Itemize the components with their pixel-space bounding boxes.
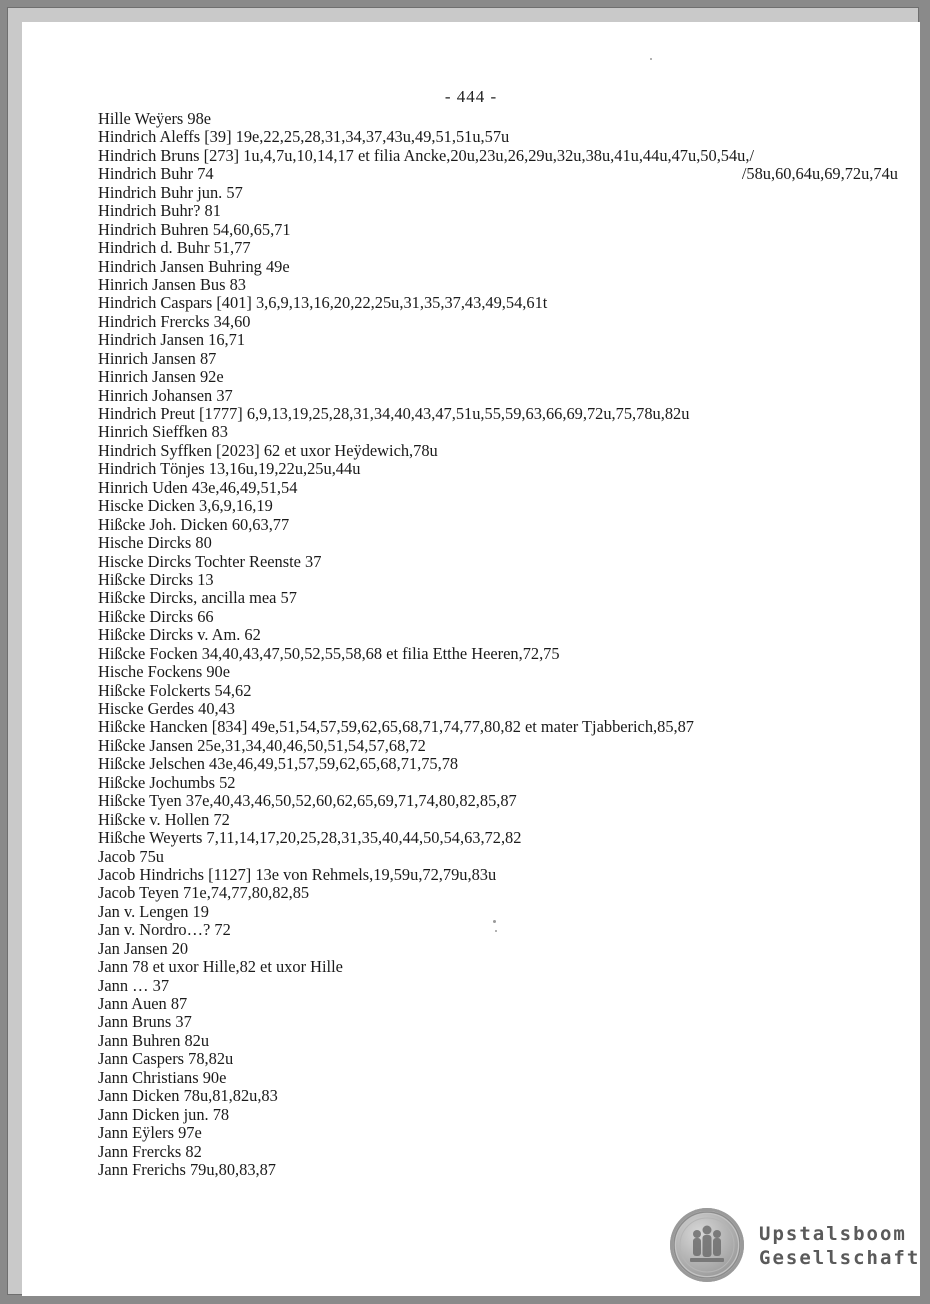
index-entry: Jann Christians 90e bbox=[98, 1067, 227, 1087]
index-entry: Jacob Hindrichs [1127] 13e von Rehmels,19,59u,72,79u,83u bbox=[98, 864, 497, 884]
index-entry: Hindrich Aleffs [39] 19e,22,25,28,31,34,37,43u,49,51,51u,57u bbox=[98, 127, 510, 147]
index-entry: Hindrich Syffken [2023] 62 et uxor Heÿdewich,78u bbox=[98, 440, 438, 460]
brand-line-2: Gesellschaft bbox=[759, 1247, 921, 1269]
index-entry: Hißcke Focken 34,40,43,47,50,52,55,58,68 et filia Etthe Heeren,72,75 bbox=[98, 643, 560, 663]
index-entry: Jann Buhren 82u bbox=[98, 1030, 210, 1050]
index-entry: Hißcke Jochumbs 52 bbox=[98, 772, 236, 792]
index-entry: Hindrich Frercks 34,60 bbox=[98, 311, 251, 331]
index-entry: Hinrich Jansen 92e bbox=[98, 367, 224, 387]
index-entry: Hindrich Jansen Buhring 49e bbox=[98, 256, 290, 276]
index-entry: Hißcke Joh. Dicken 60,63,77 bbox=[98, 514, 290, 534]
index-entry bbox=[98, 165, 898, 183]
index-entry: Jann … 37 bbox=[98, 975, 170, 995]
index-entry: Hische Dircks 80 bbox=[98, 533, 212, 553]
index-entry: Hinrich Johansen 37 bbox=[98, 385, 233, 405]
index-entry: Hille Weÿers 98e bbox=[98, 109, 212, 128]
index-entry: Hinrich Jansen Bus 83 bbox=[98, 274, 246, 294]
index-entry: Jann Eÿlers 97e bbox=[98, 1123, 202, 1143]
index-entry: Jann Bruns 37 bbox=[98, 1012, 192, 1032]
paper-speck bbox=[493, 920, 496, 923]
index-entry: Hindrich Tönjes 13,16u,19,22u,25u,44u bbox=[98, 459, 361, 479]
society-logo-text bbox=[759, 1222, 920, 1270]
index-entry: Hinrich Sieffken 83 bbox=[98, 422, 228, 442]
index-entry: Hißcke Tyen 37e,40,43,46,50,52,60,62,65,69,71,74,80,82,85,87 bbox=[98, 791, 517, 811]
index-entry-list bbox=[98, 110, 898, 1179]
index-entry: Hindrich Buhren 54,60,65,71 bbox=[98, 219, 291, 239]
index-entry: Hindrich Buhr jun. 57 bbox=[98, 182, 243, 202]
index-entry: Jan v. Lengen 19 bbox=[98, 901, 209, 921]
index-entry: Hindrich Jansen 16,71 bbox=[98, 330, 246, 350]
index-entry: Hindrich Preut [1777] 6,9,13,19,25,28,31,34,40,43,47,51u,55,59,63,66,69,72u,75,78u,82u bbox=[98, 404, 690, 423]
paper-speck bbox=[650, 58, 652, 60]
index-entry-continuation: /58u,60,64u,69,72u,74u bbox=[741, 164, 898, 184]
index-entry: Hiscke Dicken 3,6,9,16,19 bbox=[98, 496, 273, 516]
index-entry: Jann Frerichs 79u,80,83,87 bbox=[98, 1159, 276, 1179]
index-entry: Hißcke Dircks v. Am. 62 bbox=[98, 625, 261, 645]
index-entry: Hinrich Jansen 87 bbox=[98, 348, 217, 368]
index-entry: Jacob 75u bbox=[98, 846, 165, 866]
index-entry: Hißcke Dircks 66 bbox=[98, 606, 214, 626]
index-entry: Hische Fockens 90e bbox=[98, 662, 231, 682]
index-entry: Jann Dicken 78u,81,82u,83 bbox=[98, 1086, 278, 1106]
index-entry: Jan v. Nordro…? 72 bbox=[98, 920, 231, 940]
index-entry: Hißcke Jelschen 43e,46,49,51,57,59,62,65,68,71,75,78 bbox=[98, 754, 459, 774]
index-entry: Jann Frercks 82 bbox=[98, 1141, 202, 1161]
page-frame bbox=[8, 8, 921, 1294]
paper-speck bbox=[495, 930, 497, 932]
index-entry: Hindrich d. Buhr 51,77 bbox=[98, 238, 251, 258]
index-entry: Hißcke Dircks 13 bbox=[98, 569, 214, 589]
index-entry: Hindrich Bruns [273] 1u,4,7u,10,14,17 et filia Ancke,20u,23u,26,29u,32u,38u,41u,44u,47u,50,54u,/ bbox=[98, 145, 755, 165]
index-entry: Hißche Weyerts 7,11,14,17,20,25,28,31,35,40,44,50,54,63,72,82 bbox=[98, 828, 522, 848]
index-entry: Jan Jansen 20 bbox=[98, 938, 189, 958]
index-entry: Hinrich Uden 43e,46,49,51,54 bbox=[98, 477, 298, 497]
document-page bbox=[22, 22, 920, 1296]
index-entry: Jann Auen 87 bbox=[98, 994, 188, 1013]
index-entry: Jann Caspers 78,82u bbox=[98, 1049, 234, 1069]
brand-line-1: Upstalsboom bbox=[759, 1223, 907, 1245]
society-seal-icon bbox=[670, 1208, 744, 1282]
index-entry: Hißcke v. Hollen 72 bbox=[98, 809, 230, 829]
index-entry: Jann Dicken jun. 78 bbox=[98, 1104, 230, 1124]
index-entry: Jann 78 et uxor Hille,82 et uxor Hille bbox=[98, 957, 343, 977]
index-entry: Hindrich Buhr? 81 bbox=[98, 201, 221, 221]
page-number: - 444 - bbox=[444, 87, 498, 106]
index-entry: Hißcke Dircks, ancilla mea 57 bbox=[98, 588, 297, 608]
index-entry: Hiscke Gerdes 40,43 bbox=[98, 699, 236, 718]
index-entry: Hißcke Jansen 25e,31,34,40,46,50,51,54,57,68,72 bbox=[98, 735, 426, 755]
index-entry-text: Hindrich Buhr 74 bbox=[98, 164, 214, 184]
index-entry: Hindrich Caspars [401] 3,6,9,13,16,20,22,25u,31,35,37,43,49,54,61t bbox=[98, 293, 548, 313]
index-entry: Jacob Teyen 71e,74,77,80,82,85 bbox=[98, 883, 310, 903]
index-entry: Hißcke Folckerts 54,62 bbox=[98, 680, 252, 700]
index-entry: Hißcke Hancken [834] 49e,51,54,57,59,62,65,68,71,74,77,80,82 et mater Tjabberich,85,87 bbox=[98, 717, 695, 737]
index-entry: Hiscke Dircks Tochter Reenste 37 bbox=[98, 551, 322, 571]
